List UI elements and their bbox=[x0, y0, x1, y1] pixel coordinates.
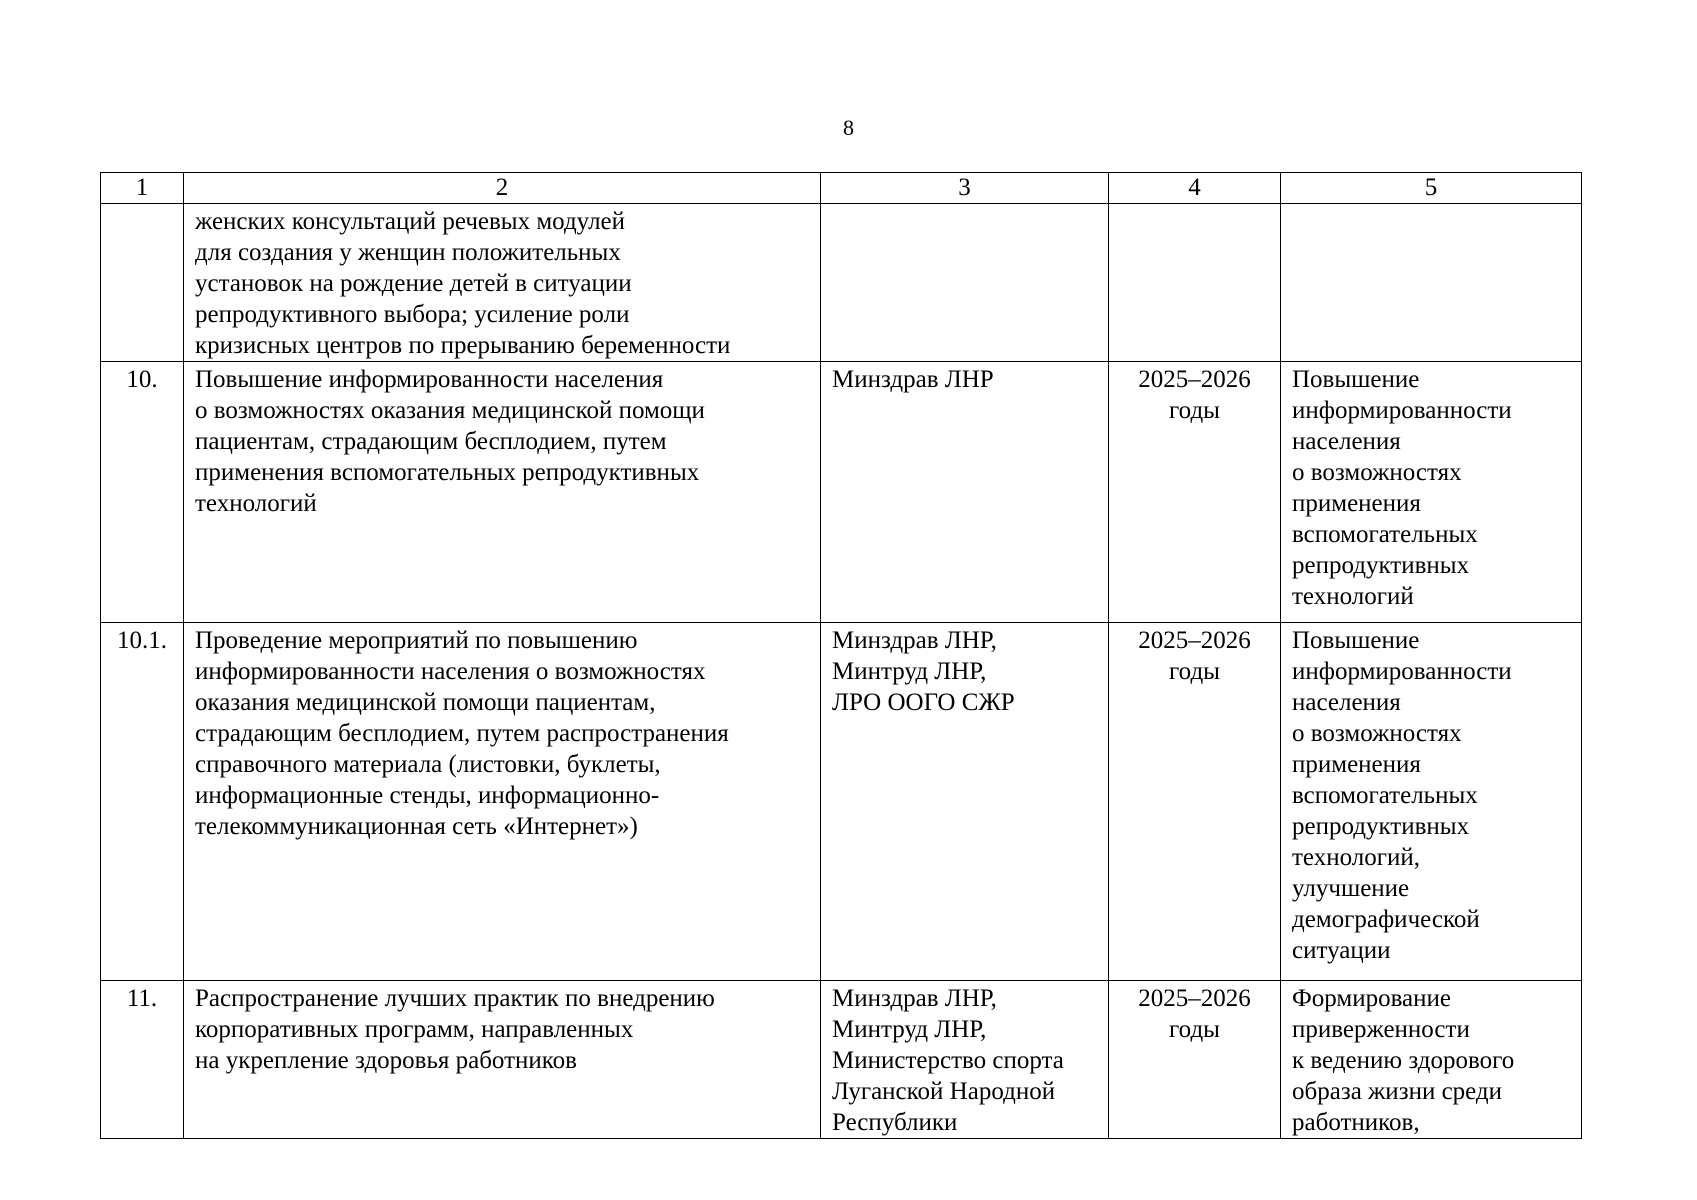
row-activity: Распространение лучших практик по внедрению корпоративных программ, направленных на укрепление здоровья работников bbox=[184, 981, 821, 1139]
row-responsible: Минздрав ЛНР bbox=[821, 362, 1109, 623]
row-period bbox=[1109, 204, 1281, 362]
row-result: Повышение информированности населения о возможностях применения вспомогательных репродуктивных технологий, улучшение демографической ситуации bbox=[1281, 623, 1582, 981]
measures-table bbox=[100, 172, 1582, 1139]
row-activity: женских консультаций речевых модулей для создания у женщин положительных установок на рождение детей в ситуации репродуктивного выбора; усиление роли кризисных центров по прерыванию беременности bbox=[184, 204, 821, 362]
row-result bbox=[1281, 204, 1582, 362]
column-header-number: 1 bbox=[101, 173, 184, 204]
row-number: 10. bbox=[101, 362, 184, 623]
table-row bbox=[101, 981, 1582, 1139]
table-row bbox=[101, 623, 1582, 981]
row-period: 2025–2026 годы bbox=[1109, 981, 1281, 1139]
row-number bbox=[101, 204, 184, 362]
row-activity: Проведение мероприятий по повышению информированности населения о возможностях оказания медицинской помощи пациентам, страдающим бесплодием, путем распространения справочного материала (листовки, буклеты, информационные стенды, информационно- телекоммуникационная сеть «Интернет») bbox=[184, 623, 821, 981]
row-number: 11. bbox=[101, 981, 184, 1139]
row-number: 10.1. bbox=[101, 623, 184, 981]
row-period: 2025–2026 годы bbox=[1109, 623, 1281, 981]
row-responsible: Минздрав ЛНР, Минтруд ЛНР, Министерство спорта Луганской Народной Республики bbox=[821, 981, 1109, 1139]
row-result: Повышение информированности населения о возможностях применения вспомогательных репродуктивных технологий bbox=[1281, 362, 1582, 623]
page-number: 8 bbox=[843, 115, 854, 140]
column-header-period: 4 bbox=[1109, 173, 1281, 204]
table-row bbox=[101, 204, 1582, 362]
row-result: Формирование приверженности к ведению здорового образа жизни среди работников, bbox=[1281, 981, 1582, 1139]
table-header-row bbox=[101, 173, 1582, 204]
column-header-result: 5 bbox=[1281, 173, 1582, 204]
row-period: 2025–2026 годы bbox=[1109, 362, 1281, 623]
row-activity: Повышение информированности населения о возможностях оказания медицинской помощи пациентам, страдающим бесплодием, путем применения вспомогательных репродуктивных технологий bbox=[184, 362, 821, 623]
table-row bbox=[101, 362, 1582, 623]
row-responsible: Минздрав ЛНР, Минтруд ЛНР, ЛРО ООГО СЖР bbox=[821, 623, 1109, 981]
row-responsible bbox=[821, 204, 1109, 362]
column-header-activity: 2 bbox=[184, 173, 821, 204]
column-header-responsible: 3 bbox=[821, 173, 1109, 204]
